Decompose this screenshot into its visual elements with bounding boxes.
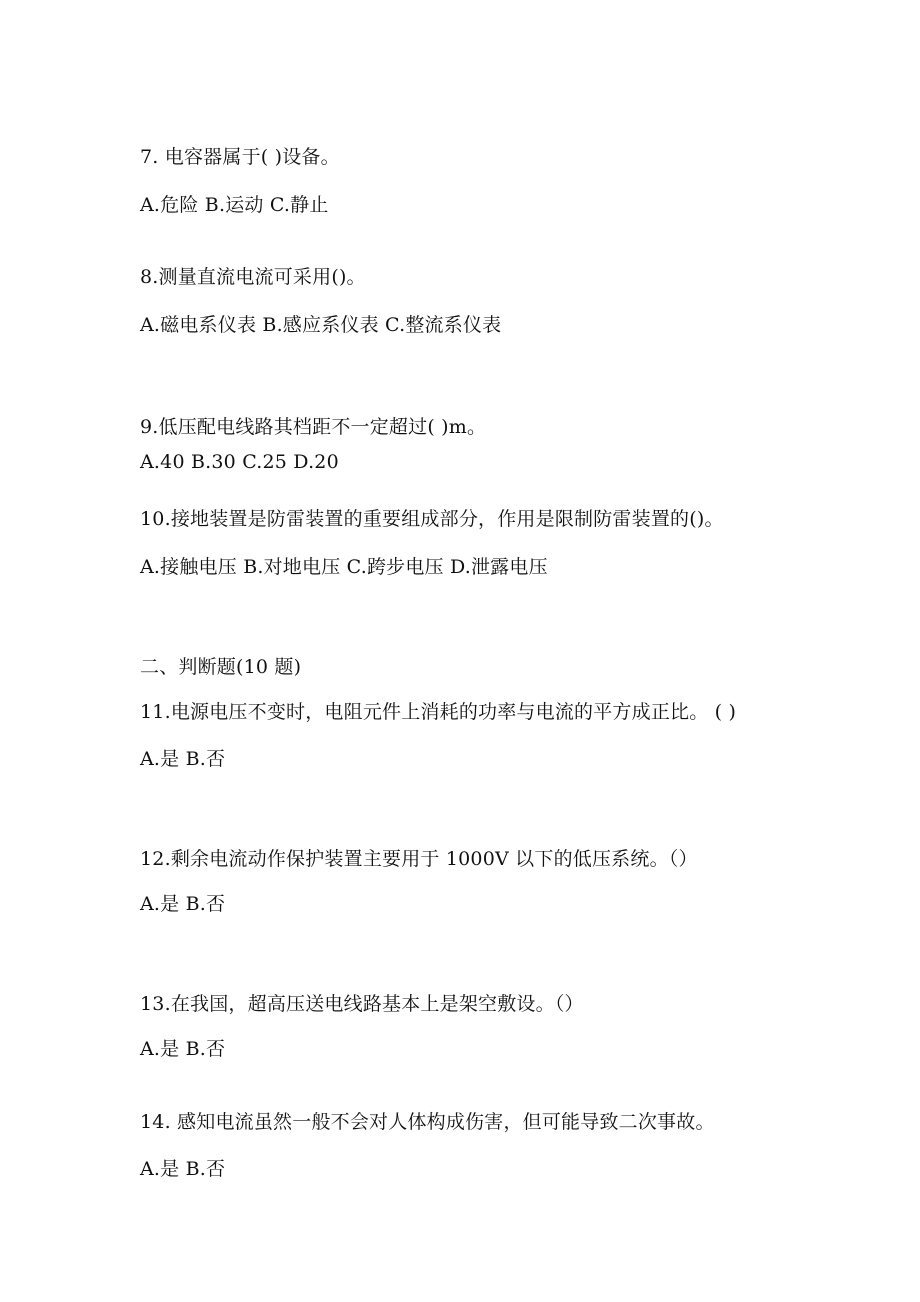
question-12-options: A.是 B.否 [140, 893, 226, 915]
question-9: 9.低压配电线路其档距不一定超过( )m。 [140, 416, 487, 438]
question-7-options: A.危险 B.运动 C.静止 [140, 194, 329, 216]
question-8-options: A.磁电系仪表 B.感应系仪表 C.整流系仪表 [140, 314, 502, 336]
question-9-options: A.40 B.30 C.25 D.20 [140, 451, 339, 473]
question-11: 11.电源电压不变时，电阻元件上消耗的功率与电流的平方成正比。 ( ) [140, 701, 737, 723]
section-title: 二、判断题(10 题) [140, 656, 302, 678]
question-10-options: A.接触电压 B.对地电压 C.跨步电压 D.泄露电压 [140, 556, 548, 578]
question-14-options: A.是 B.否 [140, 1158, 226, 1180]
question-12: 12.剩余电流动作保护装置主要用于 1000V 以下的低压系统。（） [140, 848, 698, 870]
question-13: 13.在我国，超高压送电线路基本上是架空敷设。（） [140, 993, 584, 1015]
question-10: 10.接地装置是防雷装置的重要组成部分，作用是限制防雷装置的()。 [140, 508, 724, 530]
question-13-options: A.是 B.否 [140, 1038, 226, 1060]
question-7: 7. 电容器属于( )设备。 [140, 146, 340, 168]
question-8: 8.测量直流电流可采用()。 [140, 266, 366, 288]
question-11-options: A.是 B.否 [140, 748, 226, 770]
question-14: 14. 感知电流虽然一般不会对人体构成伤害，但可能导致二次事故。 [140, 1111, 715, 1133]
